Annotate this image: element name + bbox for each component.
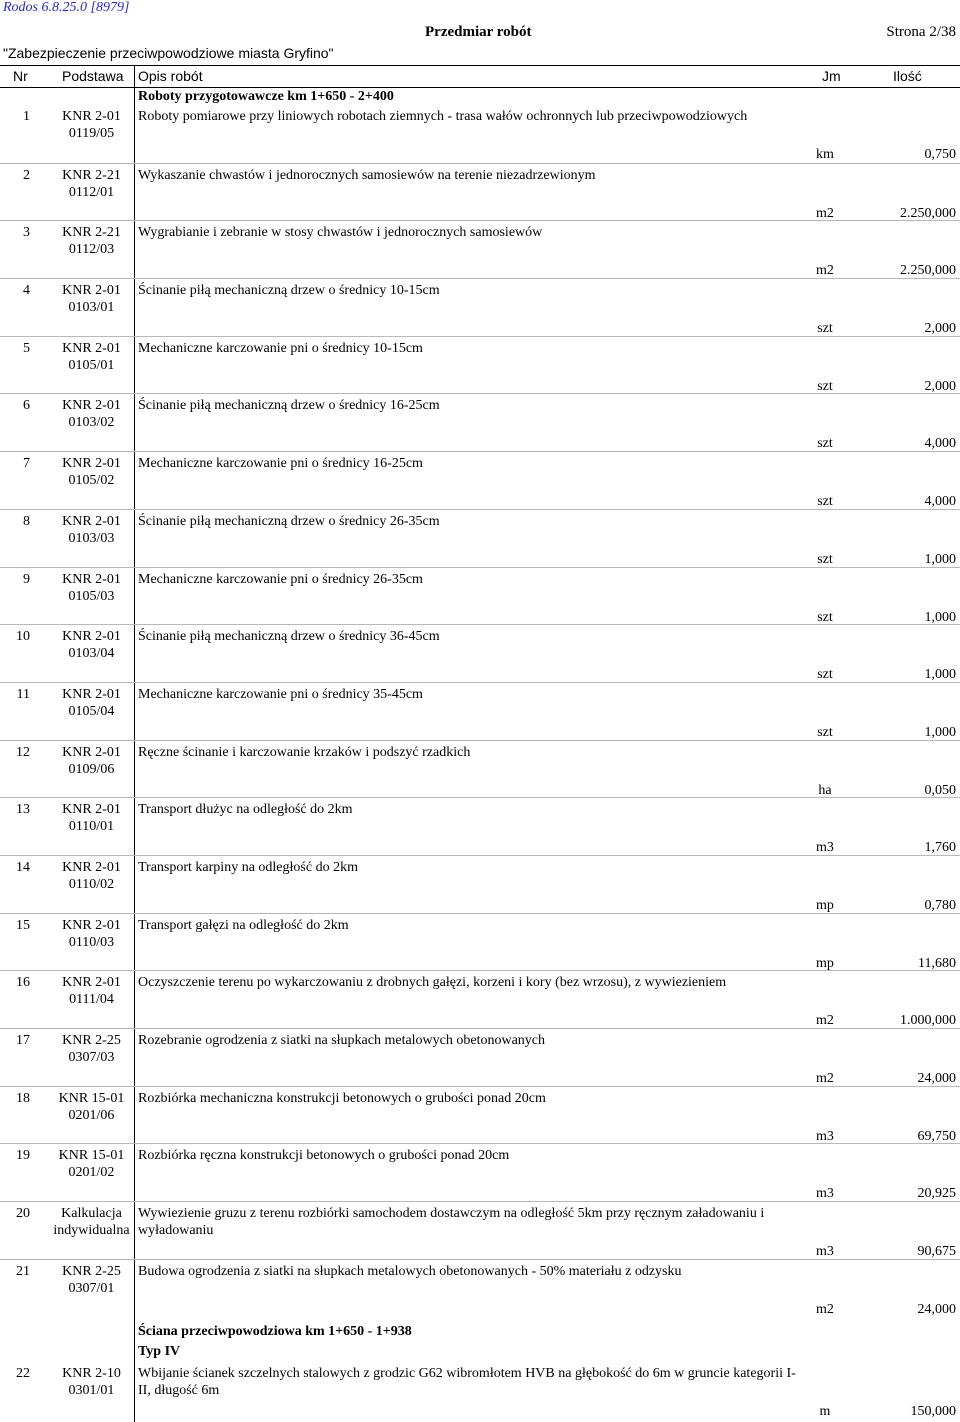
row-quantity: 1,000	[924, 551, 956, 567]
row-number: 11	[16, 686, 30, 702]
table-row	[0, 1086, 960, 1144]
row-source-line: KNR 2-01	[62, 802, 121, 818]
row-description: Roboty pomiarowe przy liniowych robotach ziemnych - trasa wałów ochronnych lub przeciwpowodziowych	[138, 109, 748, 124]
app-title: Rodos 6.8.25.0 [8979]	[3, 0, 130, 15]
row-source	[44, 1263, 139, 1297]
row-source	[44, 571, 139, 605]
row-source-line: 0103/03	[68, 530, 115, 546]
table-row	[0, 1143, 960, 1201]
row-description: Wbijanie ścianek szczelnych stalowych z grodzic G62 wibromłotem HVB na głębokość do 6m w gruncie kategorii I-II, długość 6m	[138, 1366, 796, 1398]
row-description: Rozbiórka mechaniczna konstrukcji betonowych o grubości ponad 20cm	[138, 1090, 546, 1106]
row-unit: m3	[816, 1186, 834, 1202]
row-source	[44, 224, 139, 258]
row-source-line: Kalkulacja	[61, 1206, 122, 1222]
row-source-line: KNR 2-21	[62, 225, 121, 241]
section-title: Ściana przeciwpowodziowa km 1+650 - 1+938	[138, 1324, 412, 1339]
table-row	[0, 509, 960, 567]
row-unit: m3	[816, 840, 834, 856]
row-source	[44, 628, 139, 662]
row-description: Rozebranie ogrodzenia z siatki na słupkach metalowych obetonowanych	[138, 1033, 546, 1048]
row-source-line: KNR 2-01	[62, 456, 121, 472]
row-source-line: KNR 2-10	[62, 1366, 121, 1381]
table-row	[0, 105, 960, 163]
row-unit: szt	[817, 724, 833, 740]
table-row	[0, 797, 960, 855]
row-quantity: 20,925	[917, 1186, 956, 1202]
section-title: Roboty przygotowawcze km 1+650 - 2+400	[138, 89, 394, 104]
row-source	[44, 513, 139, 547]
row-source	[44, 397, 139, 431]
row-number: 13	[16, 802, 30, 818]
row-source-line: 0105/01	[68, 357, 115, 373]
row-unit: m2	[816, 1301, 834, 1317]
row-source	[44, 1205, 139, 1239]
row-source-line: KNR 15-01	[58, 1090, 125, 1106]
table-row	[0, 163, 960, 221]
row-source-line: 0307/03	[68, 1050, 115, 1065]
row-source-line: KNR 2-01	[62, 629, 121, 645]
row-description: Mechaniczne karczowanie pni o średnicy 26-35cm	[138, 571, 423, 587]
table-row	[0, 970, 960, 1028]
column-nr: Nr	[13, 68, 28, 84]
row-number: 18	[16, 1090, 30, 1106]
row-source-line: KNR 2-01	[62, 283, 121, 299]
row-source-line: 0105/03	[68, 588, 115, 604]
row-unit: szt	[817, 667, 833, 683]
row-number: 12	[16, 744, 30, 760]
row-quantity: 2.250,000	[900, 263, 956, 279]
row-unit: szt	[817, 321, 833, 337]
row-description: Mechaniczne karczowanie pni o średnicy 16-25cm	[138, 456, 423, 472]
row-unit: ha	[818, 782, 832, 798]
row-unit: szt	[817, 551, 833, 567]
row-source-line: 0103/01	[68, 300, 115, 316]
column-jm: Jm	[822, 68, 841, 84]
row-number: 14	[16, 859, 30, 875]
row-source	[44, 282, 139, 316]
row-source-line: 0111/04	[69, 992, 114, 1008]
row-quantity: 1,760	[924, 840, 956, 856]
project-name: "Zabezpieczenie przeciwpowodziowe miasta Gryfino"	[3, 45, 334, 61]
row-unit: szt	[817, 609, 833, 625]
column-podstawa: Podstawa	[62, 68, 124, 84]
row-description: Wykaszanie chwastów i jednorocznych samosiewów na terenie niezadrzewionym	[138, 167, 596, 183]
row-description: Ścinanie piłą mechaniczną drzew o średnicy 26-35cm	[138, 513, 440, 529]
row-number: 5	[23, 340, 30, 356]
row-description: Ścinanie piłą mechaniczną drzew o średnicy 16-25cm	[138, 398, 440, 414]
row-number: 1	[23, 109, 30, 124]
table-row	[0, 567, 960, 625]
row-quantity: 0,750	[924, 147, 956, 162]
row-number: 2	[23, 167, 30, 183]
row-source-line: 0103/04	[68, 646, 115, 662]
row-source-line: 0110/03	[68, 934, 115, 950]
table-row	[0, 451, 960, 509]
row-source-line: KNR 15-01	[58, 1148, 125, 1164]
row-description: Transport karpiny na odległość do 2km	[138, 859, 358, 875]
row-source-line: 0112/03	[68, 242, 115, 258]
row-description: Ścinanie piłą mechaniczną drzew o średnicy 36-45cm	[138, 629, 440, 645]
row-source-line: 0307/01	[68, 1280, 115, 1296]
row-number: 22	[16, 1366, 30, 1381]
row-quantity: 1,000	[924, 609, 956, 625]
row-unit: m3	[816, 1244, 834, 1260]
row-source-line: KNR 2-25	[62, 1263, 121, 1279]
row-description: Transport gałęzi na odległość do 2km	[138, 917, 349, 933]
row-number: 17	[16, 1033, 30, 1048]
row-number: 4	[23, 283, 30, 299]
row-source	[44, 974, 139, 1008]
row-unit: km	[816, 147, 834, 162]
row-unit: mp	[816, 897, 834, 913]
table-row	[0, 1201, 960, 1259]
table-row	[0, 682, 960, 740]
row-quantity: 4,000	[924, 436, 956, 452]
row-description: Wywiezienie gruzu z terenu rozbiórki samochodem dostawczym na odległość 5km przy ręcznym załadowaniu i wyładowaniu	[138, 1206, 765, 1239]
row-source-line: indywidualna	[53, 1223, 130, 1239]
row-unit: m	[819, 1404, 831, 1419]
row-quantity: 1,000	[924, 724, 956, 740]
row-source-line: 0103/02	[68, 415, 115, 431]
row-number: 10	[16, 629, 30, 645]
row-unit: m2	[816, 1071, 834, 1086]
row-source	[44, 1090, 139, 1124]
row-source-line: 0105/04	[68, 703, 115, 719]
row-source	[44, 167, 139, 201]
row-description: Ścinanie piłą mechaniczną drzew o średnicy 10-15cm	[138, 283, 440, 299]
row-source-line: 0105/02	[68, 473, 115, 489]
row-source-line: KNR 2-01	[62, 917, 121, 933]
row-source-line: KNR 2-01	[62, 340, 121, 356]
table-body	[0, 105, 960, 1316]
table-row	[0, 1028, 960, 1086]
table-row	[0, 278, 960, 336]
row-description: Budowa ogrodzenia z siatki na słupkach metalowych obetonowanych - 50% materiału z odzysku	[138, 1263, 682, 1279]
row-quantity: 24,000	[917, 1071, 956, 1086]
table-header	[0, 65, 960, 88]
row-number: 8	[23, 513, 30, 529]
row-description: Rozbiórka ręczna konstrukcji betonowych o grubości ponad 20cm	[138, 1148, 510, 1164]
column-opis: Opis robót	[138, 68, 203, 84]
row-unit: m2	[816, 205, 834, 221]
row-source-line: KNR 2-21	[62, 167, 121, 183]
row-source-line: KNR 2-01	[62, 859, 121, 875]
row-quantity: 90,675	[917, 1244, 956, 1260]
row-source	[44, 1365, 139, 1399]
row-number: 3	[23, 225, 30, 241]
row-source-line: KNR 2-01	[62, 975, 121, 991]
table-row	[0, 913, 960, 971]
row-source-line: 0119/05	[68, 126, 115, 141]
row-source	[44, 801, 139, 835]
row-quantity: 150,000	[910, 1404, 956, 1419]
row-source-line: KNR 2-01	[62, 744, 121, 760]
row-unit: szt	[817, 494, 833, 510]
row-quantity: 24,000	[917, 1301, 956, 1317]
row-description: Oczyszczenie terenu po wykarczowaniu z drobnych gałęzi, korzeni i kory (bez wrzosu), z wywiezieniem	[138, 975, 727, 991]
row-quantity: 0,050	[924, 782, 956, 798]
row-quantity: 1.000,000	[900, 1013, 956, 1029]
row-quantity: 2,000	[924, 321, 956, 337]
row-source	[44, 917, 139, 951]
row-unit: szt	[817, 378, 833, 394]
row-description: Wygrabianie i zebranie w stosy chwastów i jednorocznych samosiewów	[138, 225, 543, 241]
section-subtitle: Typ IV	[138, 1344, 181, 1359]
row-number: 20	[16, 1206, 30, 1222]
row-description: Ręczne ścinanie i karczowanie krzaków i podszyć rzadkich	[138, 744, 471, 760]
row-number: 6	[23, 398, 30, 414]
row-number: 16	[16, 975, 30, 991]
row-source-line: 0201/02	[68, 1165, 115, 1181]
row-number: 9	[23, 571, 30, 587]
row-source-line: 0109/06	[68, 761, 115, 777]
table-row	[0, 220, 960, 278]
row-quantity: 2,000	[924, 378, 956, 394]
table-row	[0, 740, 960, 798]
row-quantity: 2.250,000	[900, 205, 956, 221]
row-description: Mechaniczne karczowanie pni o średnicy 10-15cm	[138, 340, 423, 356]
row-unit: m2	[816, 263, 834, 279]
row-source-line: KNR 2-01	[62, 686, 121, 702]
row-source-line: 0201/06	[68, 1107, 115, 1123]
row-source	[44, 859, 139, 893]
row-source-line: KNR 2-01	[62, 513, 121, 529]
row-source-line: KNR 2-01	[62, 109, 121, 124]
table-row	[0, 336, 960, 394]
row-unit: m3	[816, 1128, 834, 1144]
table-row	[0, 393, 960, 451]
row-source	[44, 108, 139, 142]
row-unit: m2	[816, 1013, 834, 1029]
row-source-line: KNR 2-25	[62, 1033, 121, 1048]
column-ilosc: Ilość	[893, 68, 922, 84]
row-description: Mechaniczne karczowanie pni o średnicy 35-45cm	[138, 686, 423, 702]
row-number: 15	[16, 917, 30, 933]
row-source	[44, 1032, 139, 1066]
row-source-line: 0110/02	[68, 876, 115, 892]
row-quantity: 4,000	[924, 494, 956, 510]
table-row	[0, 624, 960, 682]
row-number: 7	[23, 456, 30, 472]
row-number: 19	[16, 1148, 30, 1164]
row-source-line: 0301/01	[68, 1383, 115, 1398]
table-row	[0, 1362, 960, 1420]
row-number: 21	[16, 1263, 30, 1279]
row-unit: szt	[817, 436, 833, 452]
row-source	[44, 1147, 139, 1181]
row-source	[44, 340, 139, 374]
document-title: Przedmiar robót	[425, 24, 532, 40]
row-quantity: 0,780	[924, 897, 956, 913]
row-source-line: 0112/01	[68, 184, 115, 200]
row-unit: mp	[816, 955, 834, 971]
row-source	[44, 744, 139, 778]
table-row	[0, 855, 960, 913]
table-row	[0, 1259, 960, 1317]
row-description: Transport dłużyc na odległość do 2km	[138, 802, 353, 818]
row-source	[44, 455, 139, 489]
row-source	[44, 686, 139, 720]
page-number: Strona 2/38	[886, 24, 956, 40]
row-source-line: 0110/01	[68, 819, 115, 835]
row-source-line: KNR 2-01	[62, 571, 121, 587]
row-source-line: KNR 2-01	[62, 398, 121, 414]
row-quantity: 69,750	[917, 1128, 956, 1144]
row-quantity: 11,680	[918, 955, 956, 971]
row-quantity: 1,000	[924, 667, 956, 683]
